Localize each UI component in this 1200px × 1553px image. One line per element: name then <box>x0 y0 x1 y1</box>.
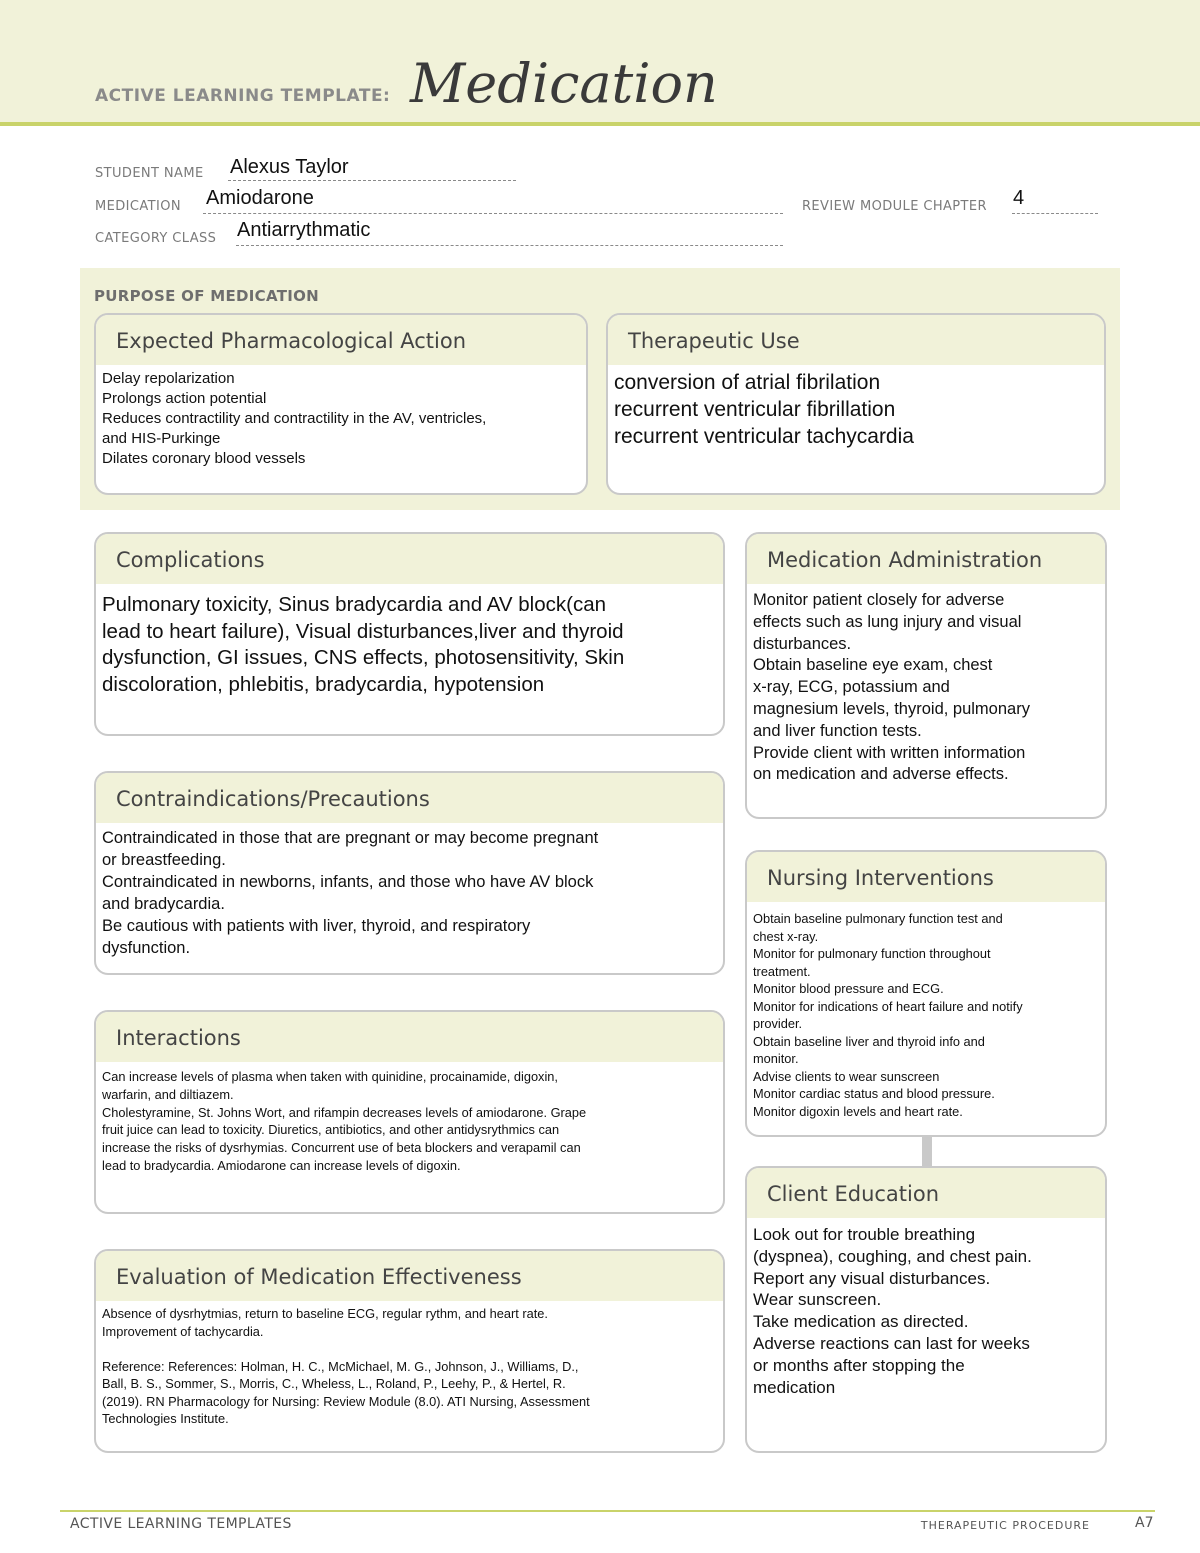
medication-label: MEDICATION <box>95 199 181 214</box>
nursing-education-connector <box>922 1136 932 1166</box>
client-education-heading: Client Education <box>747 1168 1105 1218</box>
administration-body[interactable]: Monitor patient closely for adverse effects such as lung injury and visual disturbances. Obtain baseline eye exam, chest x-ray, ECG, potassium and magnesium levels, thyroid, pulmonary and liver function tests. Provide client with written information on medication and adverse effects. <box>753 591 1030 784</box>
footer-rule <box>60 1510 1155 1512</box>
review-module-label: REVIEW MODULE CHAPTER <box>802 199 987 214</box>
administration-box <box>745 532 1107 819</box>
medication-value[interactable]: Amiodarone <box>206 187 314 209</box>
nursing-box <box>745 850 1107 1137</box>
nursing-heading: Nursing Interventions <box>747 852 1105 902</box>
complications-heading: Complications <box>96 534 723 584</box>
category-class-line <box>236 245 783 246</box>
category-class-value[interactable]: Antiarrythmatic <box>237 219 371 241</box>
evaluation-body[interactable]: Absence of dysrhytmias, return to baseline ECG, regular rythm, and heart rate. Improvement of tachycardia. Reference: References: Holman, H. C., McMichael, M. G., Johnson, J., Williams, D., Ball, B. S., Sommer, S., Morris, C., Wheless, L., Roland, P., Leehy, P., & Hertel, R. (2019). RN Pharmacology for Nursing: Review Module (8.0). ATI Nursing, Assessment Technologies Institute. <box>102 1306 590 1426</box>
student-name-value[interactable]: Alexus Taylor <box>230 156 349 178</box>
contraindications-body[interactable]: Contraindicated in those that are pregnant or may become pregnant or breastfeeding. Contraindicated in newborns, infants, and those who have AV block and bradycardia. Be cautious with patients with liver, thyroid, and respiratory dysfunction. <box>102 829 599 957</box>
therapeutic-use-heading: Therapeutic Use <box>608 315 1104 365</box>
footer-page-number: A7 <box>1135 1515 1154 1531</box>
expected-action-body[interactable]: Delay repolarization Prolongs action potential Reduces contractility and contractility in the AV, ventricles, and HIS-Purkinge Dilates coronary blood vessels <box>102 370 487 467</box>
contraindications-box <box>94 771 725 975</box>
contraindications-heading: Contraindications/Precautions <box>96 773 723 823</box>
nursing-body[interactable]: Obtain baseline pulmonary function test and chest x-ray. Monitor for pulmonary function throughout treatment. Monitor blood pressure and ECG. Monitor for indications of heart failure and notify provider. Obtain baseline liver and thyroid info and monitor. Advise clients to wear sunscreen Monitor cardiac status and blood pressure. Monitor digoxin levels and heart rate. <box>753 911 1023 1119</box>
student-name-label: STUDENT NAME <box>95 166 204 181</box>
review-module-value[interactable]: 4 <box>1013 187 1025 209</box>
template-title: Medication <box>410 52 718 115</box>
purpose-title: PURPOSE OF MEDICATION <box>94 287 320 305</box>
footer-left: ACTIVE LEARNING TEMPLATES <box>70 1516 292 1532</box>
footer-right: THERAPEUTIC PROCEDURE <box>920 1519 1090 1532</box>
evaluation-heading: Evaluation of Medication Effectiveness <box>96 1251 723 1301</box>
therapeutic-use-box <box>606 313 1106 495</box>
interactions-body[interactable]: Can increase levels of plasma when taken with quinidine, procainamide, digoxin, warfarin, and diltiazem. Cholestyramine, St. Johns Wort, and rifampin decreases levels of amiodarone. Grape fruit juice can lead to toxicity. Diuretics, antibiotics, and other antidysrythmics can increase the risks of dysrhymias. Concurrent use of beta blockers and verapamil can lead to bradycardia. Amiodarone can increase levels of digoxin. <box>102 1069 587 1173</box>
administration-heading: Medication Administration <box>747 534 1105 584</box>
client-education-body[interactable]: Look out for trouble breathing (dyspnea), coughing, and chest pain. Report any visual disturbances. Wear sunscreen. Take medication as directed. Adverse reactions can last for weeks or months after stopping the medication <box>753 1225 1032 1397</box>
student-name-line <box>228 180 516 181</box>
client-education-box <box>745 1166 1107 1453</box>
complications-body[interactable]: Pulmonary toxicity, Sinus bradycardia and AV block(can lead to heart failure), Visual disturbances,liver and thyroid dysfunction, GI issues, CNS effects, photosensitivity, Skin discoloration, phlebitis, bradycardia, hypotension <box>102 593 625 696</box>
review-module-line <box>1012 213 1098 214</box>
template-label: ACTIVE LEARNING TEMPLATE: <box>95 86 391 106</box>
interactions-box <box>94 1010 725 1214</box>
category-class-label: CATEGORY CLASS <box>95 231 217 246</box>
medication-line <box>203 213 783 214</box>
evaluation-box <box>94 1249 725 1453</box>
header-rule <box>0 122 1200 126</box>
complications-box <box>94 532 725 736</box>
expected-action-heading: Expected Pharmacological Action <box>96 315 586 365</box>
expected-action-box <box>94 313 588 495</box>
interactions-heading: Interactions <box>96 1012 723 1062</box>
therapeutic-use-body[interactable]: conversion of atrial fibrilation recurrent ventricular fibrillation recurrent ventricular tachycardia <box>614 371 914 448</box>
